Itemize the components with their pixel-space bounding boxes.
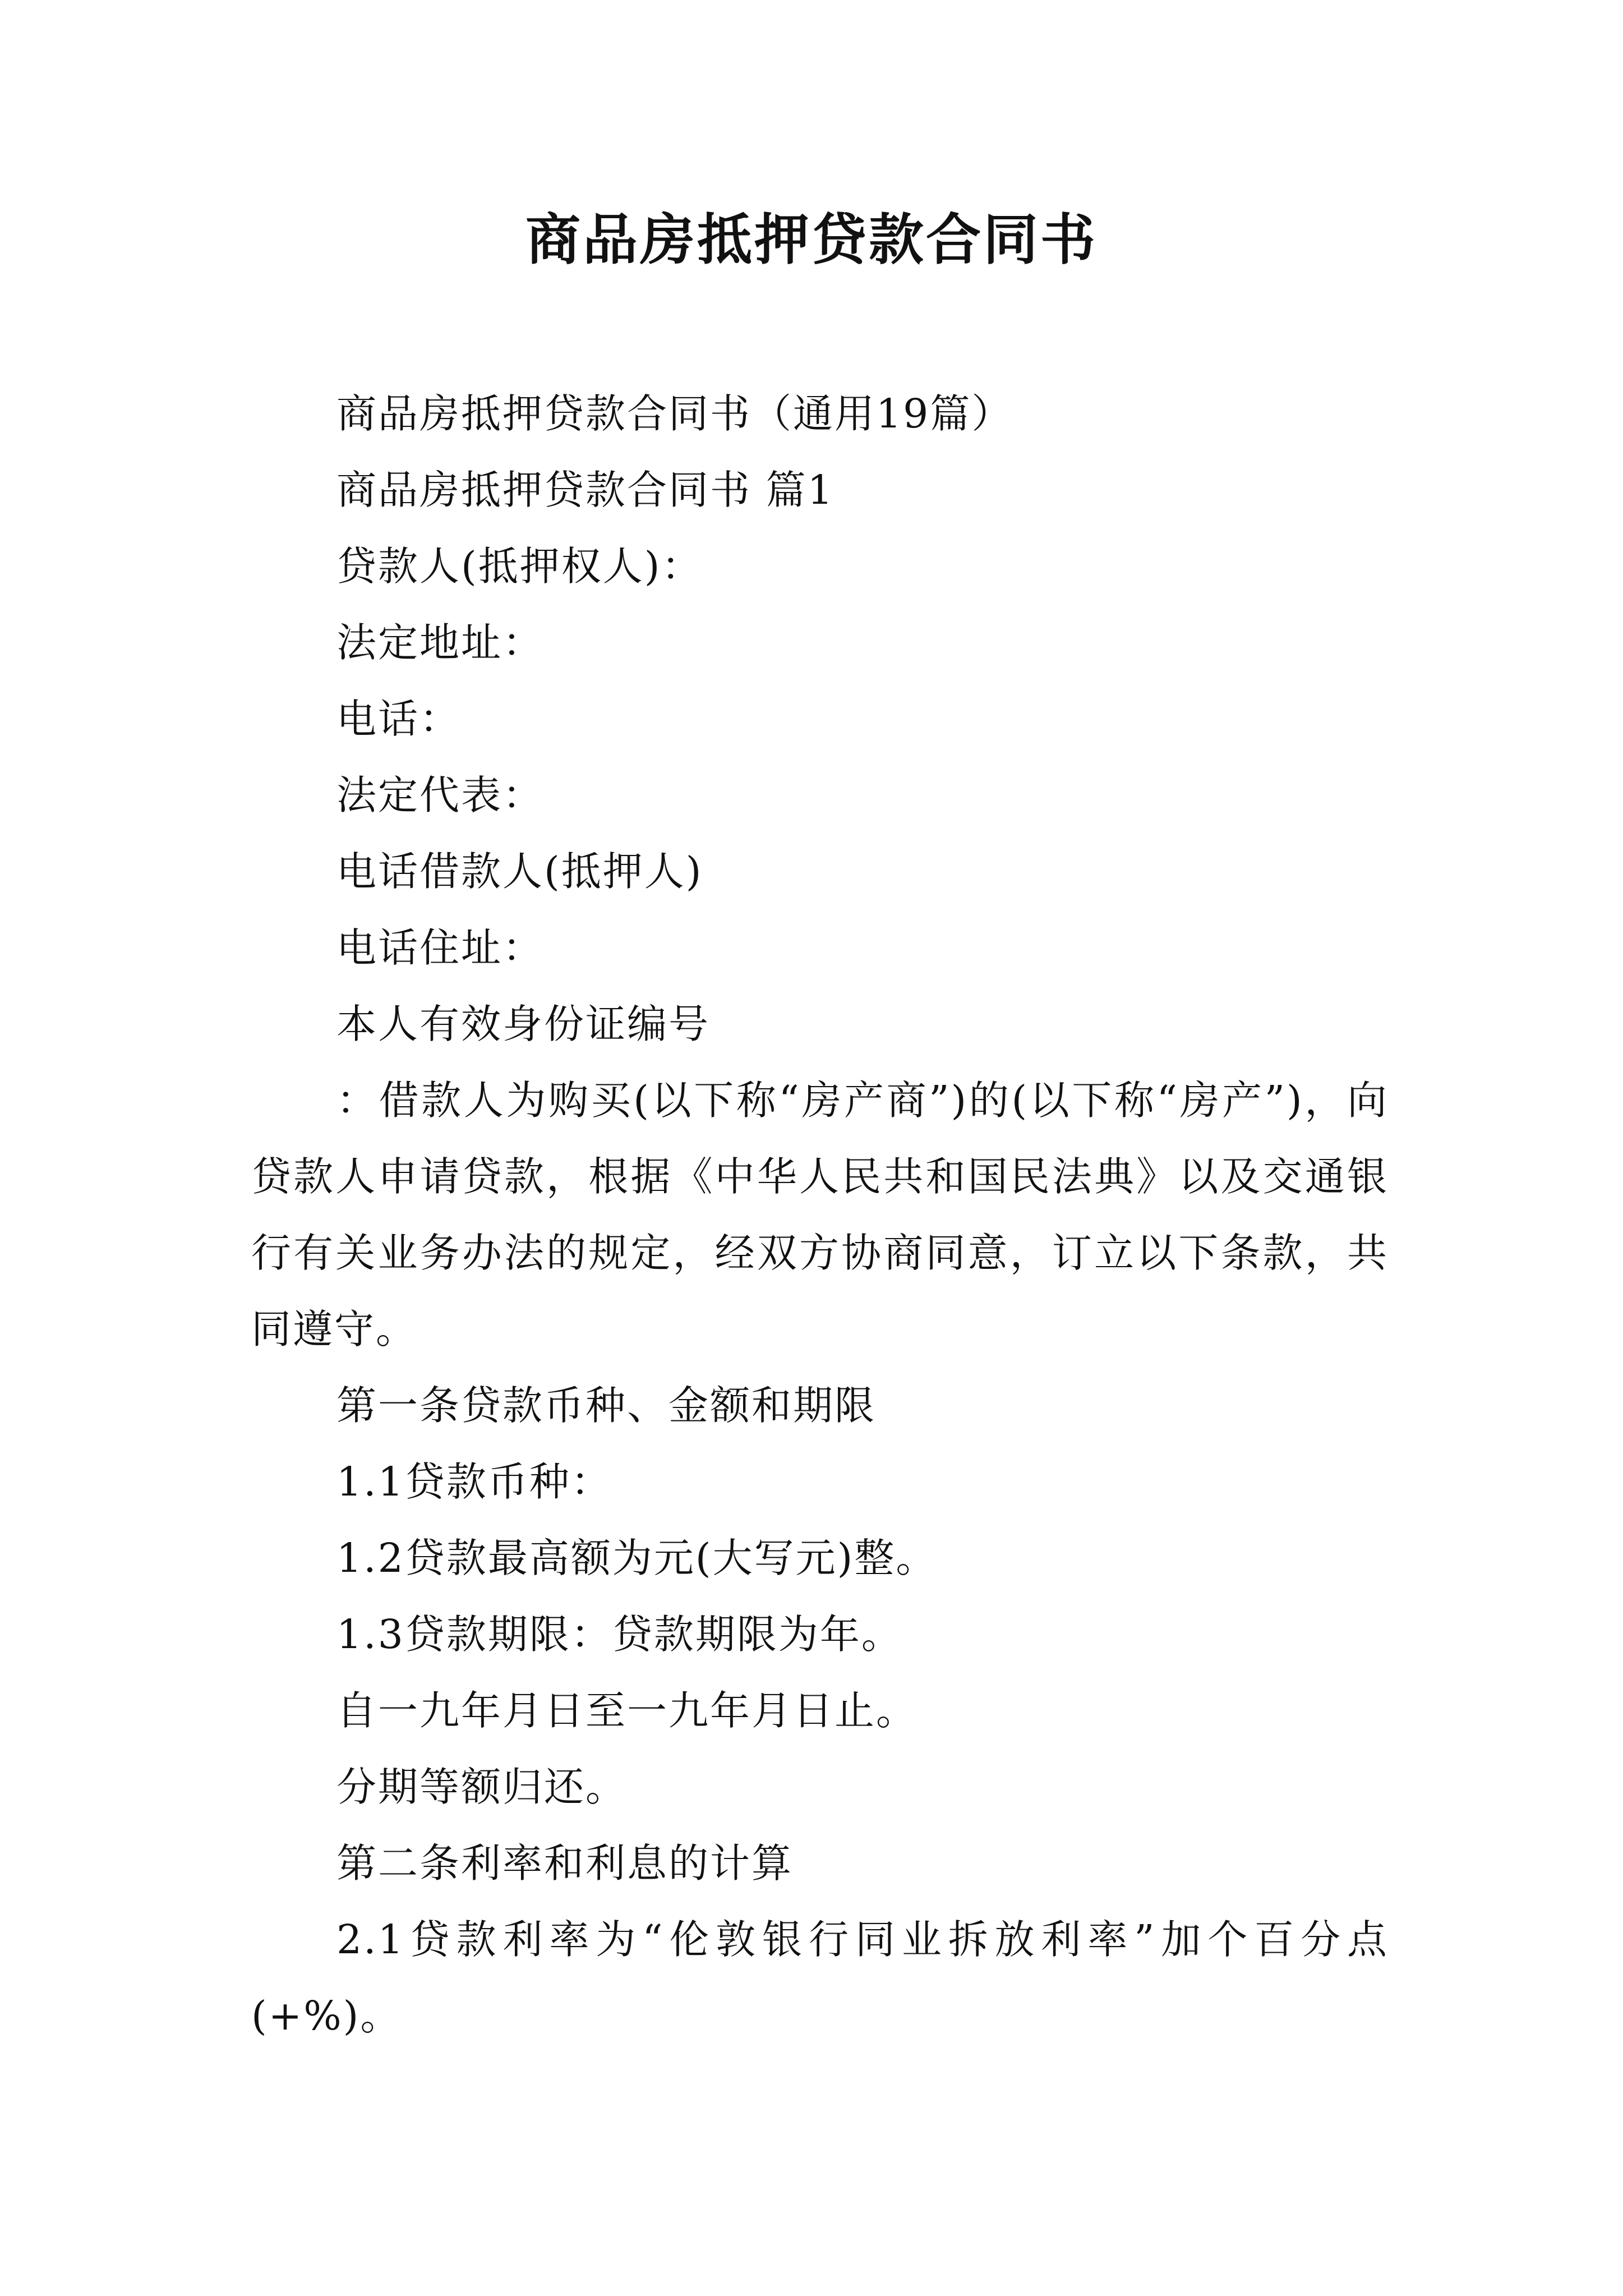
paragraph-id-number: 本人有效身份证编号 xyxy=(336,1001,711,1047)
paragraph-preamble: ：借款人为购买(以下称“房产商”)的(以下称“房产”)，向贷款人申请贷款，根据《中华人民共和国民法典》以及交通银行有关业务办法的规定，经双方协商同意，订立以下条款，共同遵守。 xyxy=(251,1077,1389,1352)
paragraph-article-1-heading: 第一条贷款币种、金额和期限 xyxy=(336,1382,877,1429)
paragraph-borrower: 电话借款人(抵押人) xyxy=(336,848,703,895)
paragraph-phone: 电话： xyxy=(336,696,462,742)
paragraph-section-heading: 商品房抵押贷款合同书 篇1 xyxy=(336,467,834,513)
paragraph-lender: 贷款人(抵押权人)： xyxy=(336,543,703,590)
paragraph-legal-address: 法定地址： xyxy=(336,619,545,666)
paragraph-legal-representative: 法定代表： xyxy=(336,772,545,818)
document-body xyxy=(251,376,1389,2054)
paragraph-clause-1-2: 1.2贷款最高额为元(大写元)整。 xyxy=(336,1535,938,1581)
paragraph-article-2-heading: 第二条利率和利息的计算 xyxy=(336,1840,794,1887)
paragraph-loan-period: 自一九年月日至一九年月日止。 xyxy=(336,1687,918,1734)
paragraph-repayment: 分期等额归还。 xyxy=(336,1764,628,1810)
document-title: 商品房抵押贷款合同书 xyxy=(525,208,1098,272)
paragraph-clause-2-1: 2.1贷款利率为“伦敦银行同业拆放利率”加个百分点(+%)。 xyxy=(251,1916,1389,2039)
paragraph-clause-1-3: 1.3贷款期限：贷款期限为年。 xyxy=(336,1611,903,1658)
paragraph-subtitle: 商品房抵押贷款合同书（通用19篇） xyxy=(336,390,1013,437)
paragraph-clause-1-1: 1.1贷款币种： xyxy=(336,1458,612,1505)
paragraph-residence: 电话住址： xyxy=(336,924,545,971)
